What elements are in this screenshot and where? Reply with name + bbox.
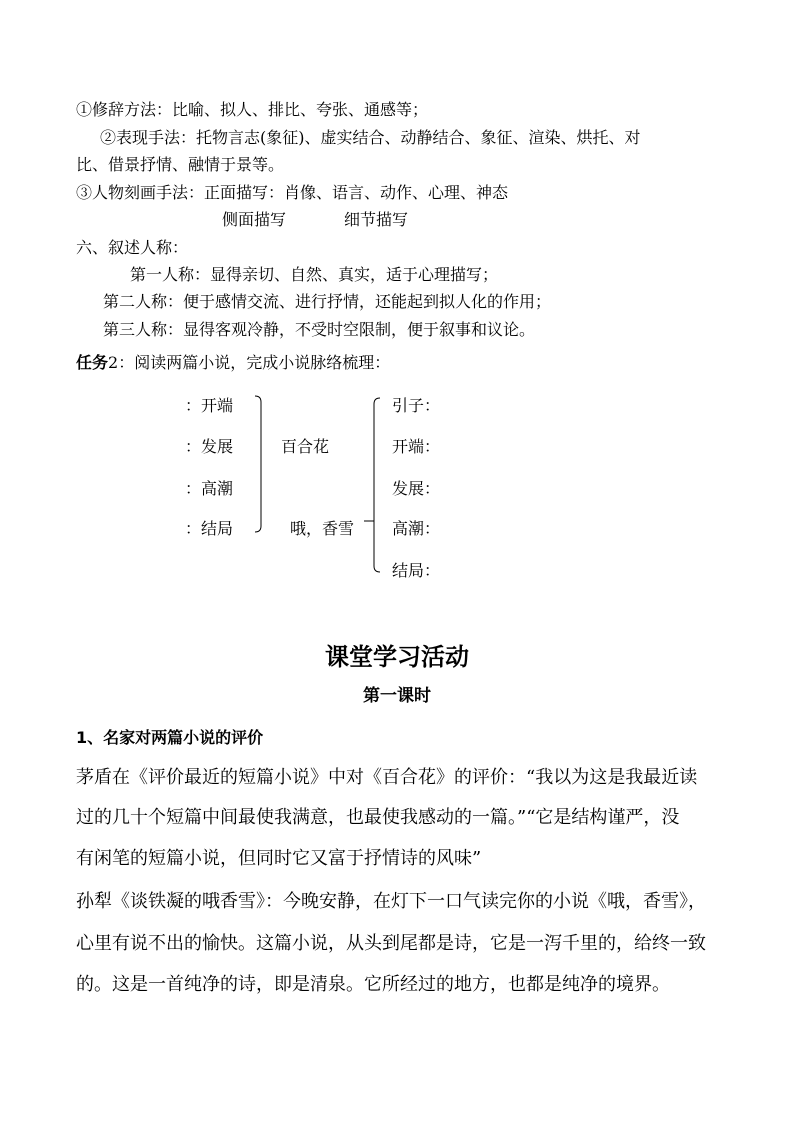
story-baihehua: 百合花: [281, 437, 330, 456]
right-item-gaochao: 高潮：: [392, 519, 441, 538]
activity-subtitle: 第一课时: [363, 686, 431, 706]
narration-second-person: 第二人称：便于感情交流、进行抒情，还能起到拟人化的作用；: [103, 292, 552, 311]
task2-number: 2: [108, 353, 119, 372]
paragraph-line-1: 茅盾在《评价最近的短篇小说》中对《百合花》的评价：“我以为这是我最近读: [76, 767, 698, 788]
left-item-gaochao: ：高潮: [185, 479, 234, 498]
expression-line-1: ②表现手法：托物言志(象征)、虚实结合、动静结合、象征、渲染、烘托、对: [100, 128, 641, 147]
rhetoric-line: ①修辞方法：比喻、拟人、排比、夸张、通感等；: [76, 100, 429, 119]
right-item-kaiduan: 开端：: [392, 437, 441, 456]
left-item-kaiduan: ：开端: [185, 396, 234, 415]
paragraph-line-3: 有闲笔的短篇小说，但同时它又富于抒情诗的风味”: [76, 848, 482, 869]
right-item-yinzi: 引子：: [392, 396, 441, 415]
character-detail-desc: 细节描写: [344, 210, 409, 229]
activity-title: 课堂学习活动: [325, 643, 469, 671]
narration-third-person: 第三人称：显得客观冷静，不受时空限制，便于叙事和议论。: [103, 320, 536, 339]
paragraph-line-4: 孙犁《谈铁凝的哦香雪》：今晚安静，在灯下一口气读完你的小说《哦，香雪》，: [76, 891, 706, 912]
narration-heading: 六、叙述人称：: [76, 238, 189, 257]
task2-text: ：阅读两篇小说，完成小说脉络梳理：: [118, 353, 391, 372]
right-item-fazhan: 发展：: [392, 479, 441, 498]
left-item-fazhan: ：发展: [185, 437, 234, 456]
character-side-desc: 侧面描写: [222, 210, 287, 229]
task2-label: 任务: [76, 353, 109, 372]
right-item-jieju: 结局：: [392, 561, 441, 580]
character-line-1: ③人物刻画手法：正面描写：肖像、语言、动作、心理、神态: [76, 183, 509, 202]
paragraph-line-6: 的。这是一首纯净的诗，即是清泉。它所经过的地方，也都是纯净的境界。: [76, 974, 670, 995]
expression-line-2: 比、借景抒情、融情于景等。: [76, 155, 285, 174]
paragraph-line-2: 过的几十个短篇中间最使我满意，也最使我感动的一篇。”“它是结构谨严，没: [76, 807, 680, 828]
story-xiangxue: 哦，香雪: [290, 519, 355, 538]
paragraph-line-5: 心里有说不出的愉快。这篇小说，从头到尾都是诗，它是一泻千里的，给终一致: [76, 933, 706, 954]
xiangxue-bracket: [374, 398, 380, 572]
left-item-jieju: ：结局: [185, 519, 234, 538]
baihehua-bracket: [255, 396, 261, 532]
item1-heading: 1、名家对两篇小说的评价: [76, 728, 264, 747]
narration-first-person: 第一人称：显得亲切、自然、真实，适于心理描写；: [130, 265, 499, 284]
